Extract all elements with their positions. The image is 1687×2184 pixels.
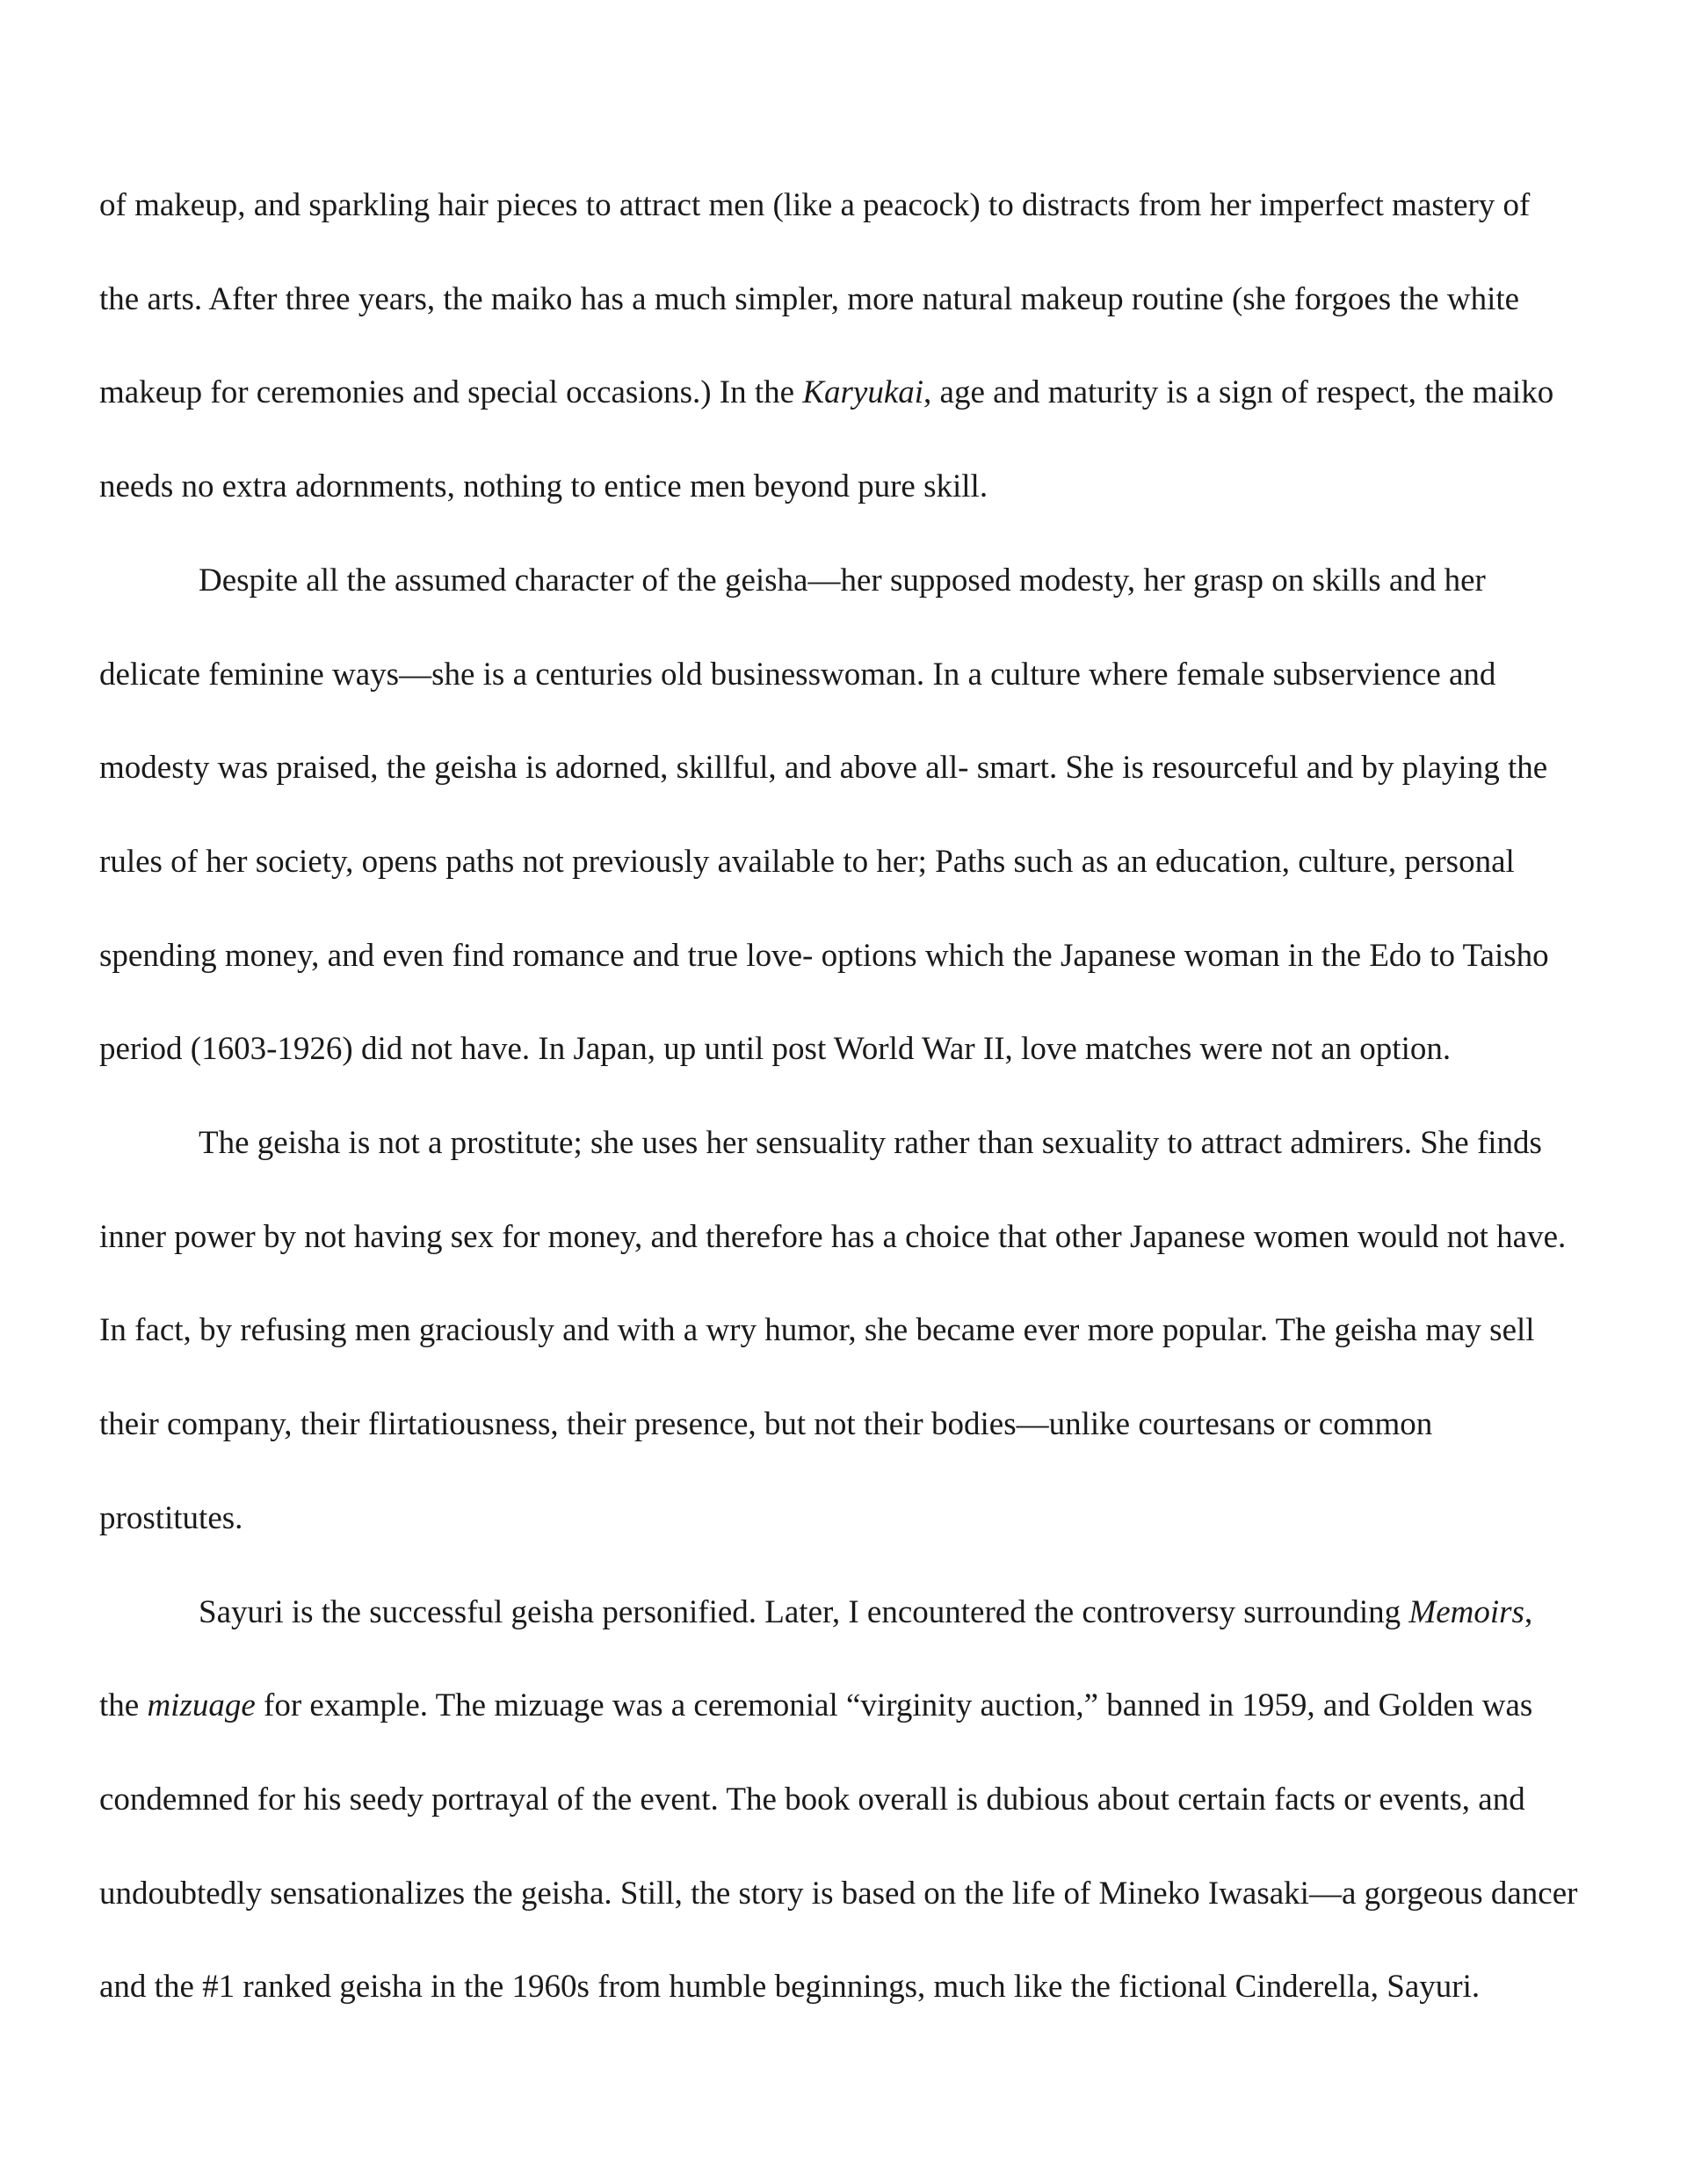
text-line	[99, 658, 1495, 691]
text-line	[199, 1127, 1542, 1159]
text-line	[99, 376, 1553, 409]
text-line	[99, 1877, 1577, 1910]
text-line	[99, 1218, 1567, 1255]
text-segment: period (1603-1926) did not have. In Japan, up until post World War II, love matches were not an option.	[99, 1031, 1452, 1068]
text-segment: The geisha is not a prostitute; she uses her sensuality rather than sexuality to attract admirers. She finds	[199, 1125, 1542, 1161]
text-line	[199, 564, 1486, 597]
text-segment: rules of her society, opens paths not previously available to her; Paths such as an education, culture, personal	[99, 843, 1515, 880]
text-segment: spending money, and even find romance and true love- options which the Japanese woman in the Edo to Taisho	[99, 937, 1549, 974]
text-line	[199, 1593, 1533, 1630]
text-segment: In fact, by refusing men graciously and with a wry humor, she became ever more popular. The geisha may sell	[99, 1312, 1535, 1349]
text-line	[99, 1312, 1535, 1349]
text-segment: makeup for ceremonies and special occasions.) In the	[99, 374, 803, 411]
text-line	[99, 845, 1515, 878]
text-segment: the	[99, 1687, 148, 1724]
text-line	[99, 189, 1530, 221]
text-line	[99, 1783, 1525, 1816]
text-segment: modesty was praised, the geisha is adorned, skillful, and above all- smart. She is resourceful and by playing the	[99, 750, 1548, 787]
text-line	[99, 470, 988, 503]
text-segment: condemned for his seedy portrayal of the event. The book overall is dubious about certain facts or events, and	[99, 1781, 1525, 1818]
text-segment: the arts. After three years, the maiko has a much simpler, more natural makeup routine (she forgoes the white	[99, 280, 1520, 317]
italic-text-segment: Memoirs	[1408, 1593, 1524, 1630]
text-line	[99, 1689, 1532, 1722]
text-segment: Despite all the assumed character of the geisha—her supposed modesty, her grasp on skills and her	[199, 562, 1486, 599]
italic-text-segment: mizuage	[147, 1687, 256, 1724]
text-segment: delicate feminine ways—she is a centuries old businesswoman. In a culture where female subservience and	[99, 656, 1496, 693]
text-segment: Sayuri is the successful geisha personified. Later, I encountered the controversy surrounding	[199, 1593, 1409, 1630]
text-line	[99, 937, 1549, 974]
text-line	[99, 750, 1548, 787]
text-segment: needs no extra adornments, nothing to entice men beyond pure skill.	[99, 468, 988, 505]
text-segment: prostitutes.	[99, 1499, 243, 1536]
text-line	[99, 1969, 1481, 2006]
italic-text-segment: Karyukai	[802, 374, 924, 411]
text-segment: undoubtedly sensationalizes the geisha. Still, the story is based on the life of Mineko Iwasaki—a gorgeous dancer	[99, 1875, 1578, 1912]
text-line	[99, 280, 1520, 317]
text-segment: for example. The mizuage was a ceremonial “virginity auction,” banned in 1959, and Golden was	[255, 1687, 1533, 1724]
text-segment: of makeup, and sparkling hair pieces to attract men (like a peacock) to distracts from her imperfect mastery of	[99, 187, 1531, 223]
text-segment: their company, their flirtatiousness, their presence, but not their bodies—unlike courtesans or common	[99, 1406, 1433, 1443]
text-segment: , age and maturity is a sign of respect, the maiko	[923, 374, 1554, 411]
text-segment: and the #1 ranked geisha in the 1960s from humble beginnings, much like the fictional Cinderella, Sayuri.	[99, 1969, 1481, 2006]
text-line	[99, 1406, 1433, 1443]
text-segment: ,	[1524, 1593, 1533, 1630]
text-segment: inner power by not having sex for money, and therefore has a choice that other Japanese women would not have.	[99, 1218, 1567, 1255]
text-line	[99, 1031, 1452, 1068]
text-line	[99, 1499, 243, 1536]
